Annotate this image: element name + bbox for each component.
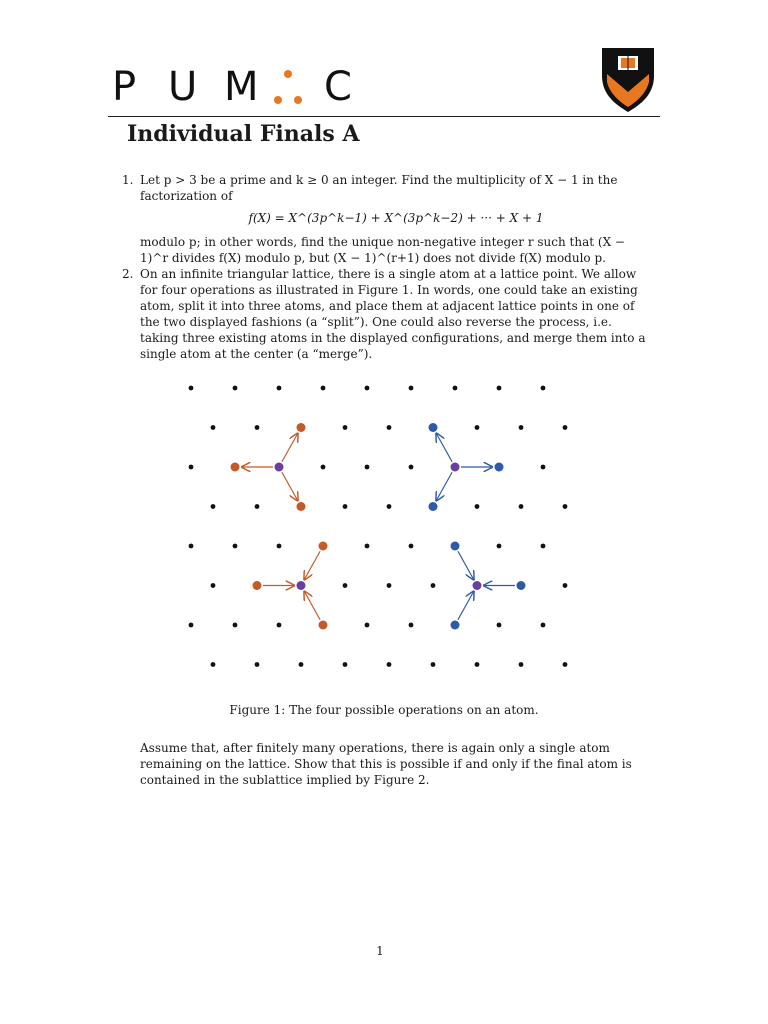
page-number: 1: [376, 944, 384, 958]
lattice-point: [497, 623, 502, 628]
operation-arrow: [304, 551, 320, 579]
lattice-point: [277, 623, 282, 628]
logo-letter-u: U: [168, 64, 198, 110]
operation-arrow: [282, 434, 298, 462]
lattice-point: [189, 623, 194, 628]
lattice-point: [365, 386, 370, 391]
lattice-point: [431, 583, 436, 588]
lattice-point: [255, 662, 260, 667]
lattice-point: [409, 465, 414, 470]
lattice-point: [541, 623, 546, 628]
lattice-figure: [160, 362, 596, 688]
lattice-point: [343, 583, 348, 588]
lattice-point: [365, 465, 370, 470]
header-rule: [108, 116, 660, 117]
atom: [451, 463, 460, 472]
page-title: Individual Finals A: [127, 121, 360, 147]
lattice-point: [497, 544, 502, 549]
logo-letter-p: P: [112, 64, 137, 110]
operation-arrow: [282, 472, 298, 500]
lattice-point: [343, 662, 348, 667]
logo-letter-c: C: [324, 64, 352, 110]
lattice-point: [453, 386, 458, 391]
atom: [275, 463, 284, 472]
lattice-point: [233, 544, 238, 549]
lattice-point: [189, 386, 194, 391]
operation-arrow: [436, 472, 452, 500]
problem-2: [122, 266, 652, 362]
atom: [429, 423, 438, 432]
lattice-point: [343, 504, 348, 509]
atom: [319, 621, 328, 630]
closing-paragraph: Assume that, after finitely many operations, there is again only a single atom remaining on the lattice. Show that this is possible if and only if the final atom is contained in the sublattice implied by Figure 2.: [140, 741, 632, 787]
lattice-point: [211, 425, 216, 430]
atom: [297, 502, 306, 511]
problem-intro: Let p > 3 be a prime and k ≥ 0 an integer. Find the multiplicity of X − 1 in the factorization of: [140, 173, 618, 203]
lattice-point: [519, 662, 524, 667]
problem-1: [122, 172, 652, 266]
lattice-point: [387, 662, 392, 667]
lattice-point: [409, 544, 414, 549]
problem-formula: f(X) = X^(3p^k−1) + X^(3p^k−2) + ··· + X + 1: [248, 211, 544, 225]
lattice-point: [299, 662, 304, 667]
problem-number: 1.: [122, 173, 134, 187]
lattice-point: [189, 544, 194, 549]
operation-arrow: [458, 551, 474, 579]
figure-caption: Figure 1: The four possible operations on an atom.: [229, 703, 539, 717]
atom: [297, 581, 306, 590]
lattice-point: [321, 386, 326, 391]
lattice-point: [255, 504, 260, 509]
lattice-point: [475, 504, 480, 509]
lattice-point: [409, 623, 414, 628]
lattice-point: [233, 623, 238, 628]
atom: [253, 581, 262, 590]
lattice-point: [321, 465, 326, 470]
atom: [451, 621, 460, 630]
princeton-shield-icon: [598, 44, 658, 114]
problem-number: 2.: [122, 267, 134, 281]
problem-text: On an infinite triangular lattice, there is a single atom at a lattice point. We allow for four operations as illustrated in Figure 1. In words, one could take an existing atom, split it into three atoms, and place them at adjacent lattice points in one of the two displayed fashions (a “split”). One could also reverse the process, i.e. taking three existing atoms in the displayed configurations, and merge them into a single atom at the center (a “merge”).: [140, 267, 646, 361]
operation-arrow: [436, 434, 452, 462]
lattice-point: [365, 544, 370, 549]
lattice-point: [189, 465, 194, 470]
lattice-point: [563, 504, 568, 509]
operation-arrow: [304, 592, 320, 620]
lattice-point: [211, 662, 216, 667]
lattice-point: [541, 386, 546, 391]
lattice-point: [409, 386, 414, 391]
atom: [495, 463, 504, 472]
lattice-point: [563, 583, 568, 588]
atom: [451, 542, 460, 551]
atom: [231, 463, 240, 472]
lattice-point: [519, 504, 524, 509]
lattice-point: [387, 583, 392, 588]
lattice-point: [211, 583, 216, 588]
lattice-point: [541, 465, 546, 470]
lattice-point: [497, 386, 502, 391]
lattice-point: [563, 662, 568, 667]
lattice-point: [431, 662, 436, 667]
logo-dots-icon: [270, 70, 310, 110]
lattice-point: [387, 504, 392, 509]
lattice-point: [255, 425, 260, 430]
lattice-point: [277, 386, 282, 391]
operation-arrow: [458, 592, 474, 620]
lattice-point: [475, 662, 480, 667]
lattice-point: [211, 504, 216, 509]
atom: [517, 581, 526, 590]
logo-letter-m: M: [224, 64, 259, 110]
problem-rest: modulo p; in other words, find the unique non-negative integer r such that (X − 1)^r divides f(X) modulo p, but (X − 1)^(r+1) does not divide f(X) modulo p.: [140, 235, 625, 265]
atom: [297, 423, 306, 432]
atom: [319, 542, 328, 551]
lattice-point: [563, 425, 568, 430]
lattice-point: [343, 425, 348, 430]
lattice-point: [475, 425, 480, 430]
lattice-point: [387, 425, 392, 430]
lattice-point: [277, 544, 282, 549]
atom: [473, 581, 482, 590]
lattice-point: [365, 623, 370, 628]
lattice-point: [541, 544, 546, 549]
lattice-point: [233, 386, 238, 391]
lattice-point: [519, 425, 524, 430]
atom: [429, 502, 438, 511]
